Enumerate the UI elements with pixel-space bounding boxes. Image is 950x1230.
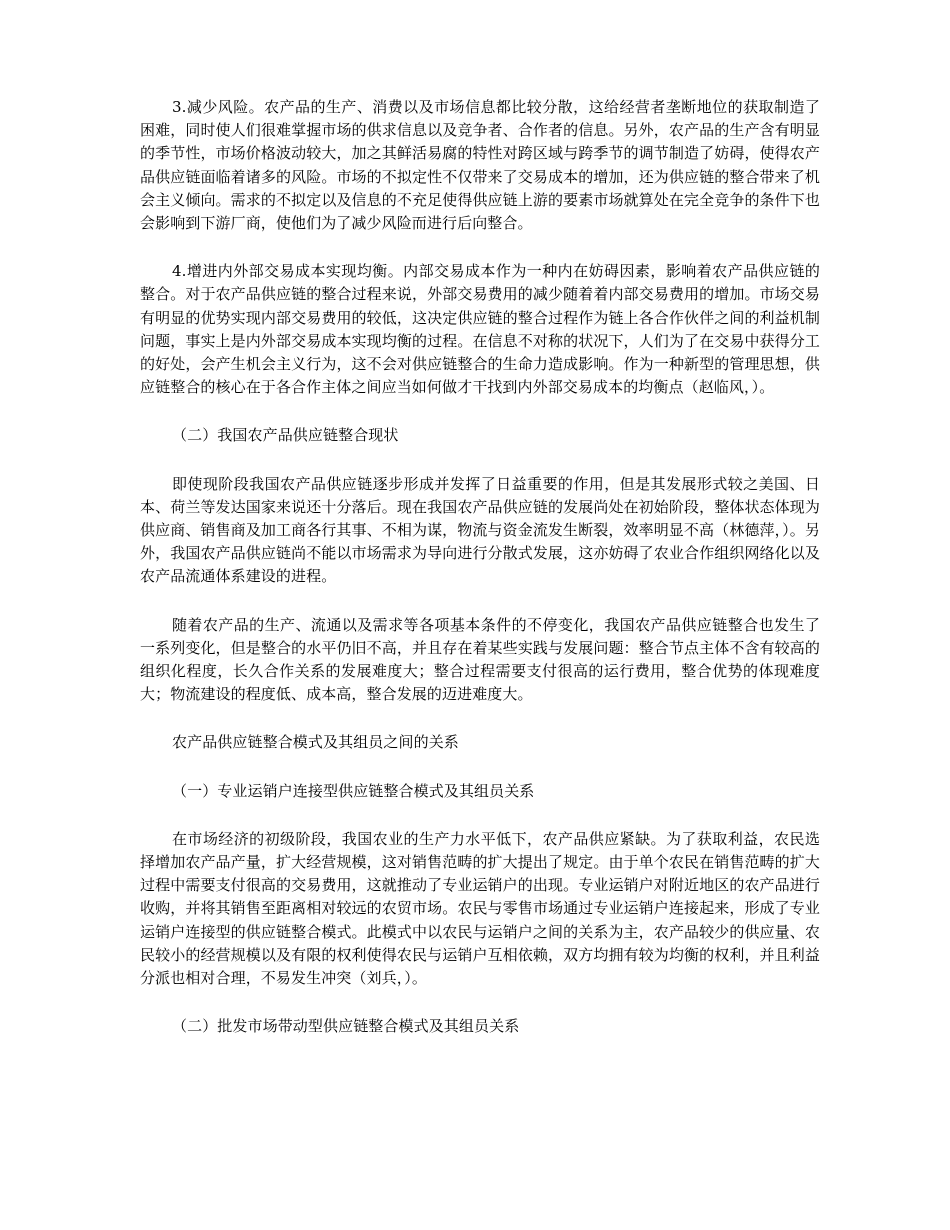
paragraph-transport-household-mode: 在市场经济的初级阶段，我国农业的生产力水平低下，农产品供应紧缺。为了获取利益，农民选择增加农产品产量，扩大经营规模，这对销售范畴的扩大提出了规定。由于单个农民在销售范畴的扩大过程中需要支付很高的交易费用，这就推动了专业运销户的出现。专业运销户对附近地区的农产品进行收购，并将其销售至距离相对较远的农贸市场。农民与零售市场通过专业运销户连接起来，形成了专业运销户连接型的供应链整合模式。此模式中以农民与运销户之间的关系为主，农产品较少的供应量、农民较小的经营规模以及有限的权利使得农民与运销户互相依赖，双方均拥有较为均衡的权利，并且利益分派也相对合理，不易发生冲突（刘兵，）。 (140, 829, 820, 988)
document-body (140, 96, 820, 1064)
paragraph-transaction-cost-balance: 4.增进内外部交易成本实现均衡。内部交易成本作为一种内在妨碍因素，影响着农产品供应链的整合。对于农产品供应链的整合过程来说，外部交易费用的减少随着着内部交易费用的增加。市场交易有明显的优势实现内部交易费用的较低，这决定供应链的整合过程作为链上各合作伙伴之间的利益机制问题，事实上是内外部交易成本实现均衡的过程。在信息不对称的状况下，人们为了在交易中获得分工的好处，会产生机会主义行为，这不会对供应链整合的生命力造成影响。作为一种新型的管理思想，供应链整合的核心在于各合作主体之间应当如何做才干找到内外部交易成本的均衡点（赵临风，）。 (140, 262, 820, 397)
paragraph-integration-changes: 随着农产品的生产、流通以及需求等各项基本条件的不停变化，我国农产品供应链整合也发生了一系列变化，但是整合的水平仍旧不高，并且存在着某些实践与发展问题：整合节点主体不含有较高的组织化程度，长久合作关系的发展难度大；整合过程需要支付很高的运行费用，整合优势的体现难度大；物流建设的程度低、成本高，整合发展的迈进难度大。 (140, 615, 820, 704)
section-heading-integration-status: （二）我国农产品供应链整合现状 (172, 426, 399, 445)
paragraph-current-stage: 即使现阶段我国农产品供应链逐步形成并发挥了日益重要的作用，但是其发展形式较之美国、日本、荷兰等发达国家来说还十分落后。现在我国农产品供应链的发展尚处在初始阶段，整体状态体现为供应商、销售商及加工商各行其事、不相为谋，物流与资金流发生断裂，效率明显不高（林德萍，）。另外，我国农产品供应链尚不能以市场需求为导向进行分散式发展，这亦妨碍了农业合作组织网络化以及农产品流通体系建设的进程。 (140, 474, 820, 586)
paragraph-reduce-risk: 3.减少风险。农产品的生产、消费以及市场信息都比较分散，这给经营者垄断地位的获取制造了困难，同时使人们很难掌握市场的供求信息以及竞争者、合作者的信息。另外，农产品的生产含有明显的季节性，市场价格波动较大，加之其鲜活易腐的特性对跨区域与跨季节的调节制造了妨碍，使得农产品供应链面临着诸多的风险。市场的不拟定性不仅带来了交易成本的增加，还为供应链的整合带来了机会主义倾向。需求的不拟定以及信息的不充足使得供应链上游的要素市场就算处在完全竞争的条件下也会影响到下游厂商，使他们为了减少风险而进行后向整合。 (140, 98, 820, 233)
section-heading-transport-household-mode: （一）专业运销户连接型供应链整合模式及其组员关系 (172, 781, 535, 800)
section-heading-integration-modes: 农产品供应链整合模式及其组员之间的关系 (172, 733, 459, 752)
section-heading-wholesale-market-mode: （二）批发市场带动型供应链整合模式及其组员关系 (172, 1017, 520, 1036)
